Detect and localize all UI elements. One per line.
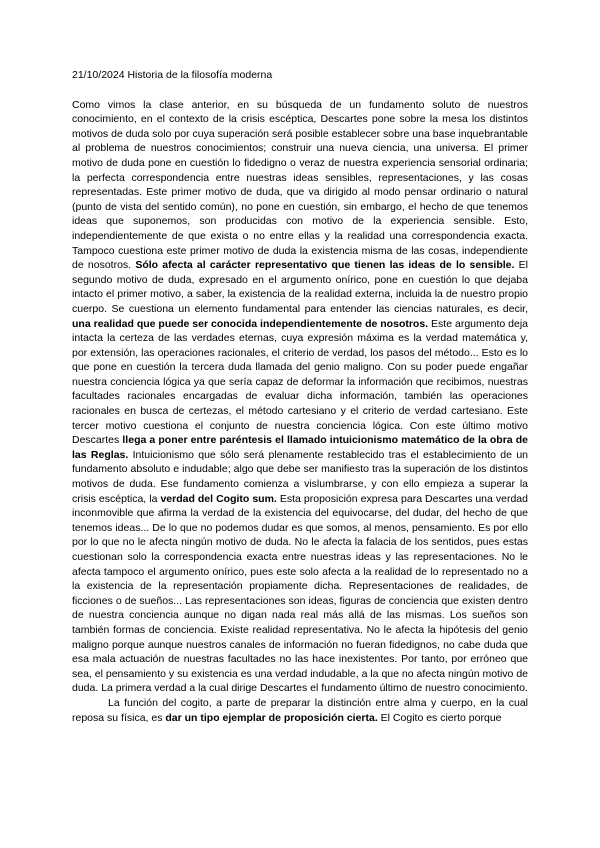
text-run: El segundo motivo de duda, expresado en el argumento onírico, pone en cuestión lo que dejaba intacto el primer motivo, a saber, la existencia de la realidad externa, incluida la de nuestro propio cuerpo. Se cuestiona un elemento fundamental para entender las ciencias naturales, es decir, [72,259,528,315]
bold-text-run: dar un tipo ejemplar de proposición cierta. [165,711,378,724]
text-run: La función del cogito, a parte de preparar la distinción entre alma y cuerpo, en la cual reposa su física, es [72,696,528,724]
text-run: Esta proposición expresa para Descartes una verdad inconmovible que afirma la verdad de la existencia del equivocarse, del dudar, del hecho de que tenemos ideas... De lo que no podemos dudar es que somos, al menos, pensamiento. Es por ello por lo que no le afecta ningún motivo de duda. No le afecta la falacia de los sentidos, pues estas cuestionan solo la correspondencia exacta entre nuestras ideas y las representaciones. No le afecta tampoco el argumento onírico, pues este solo afecta a la realidad de lo representado no a la existencia de la representación propiamente dicha. Representaciones de realidades, de ficciones o de sueños... Las representaciones son ideas, figuras de conciencia que existen dentro de nuestra conciencia aunque no digan nada real más allá de las mismas. Los sueños son también formas de conciencia. Existe realidad representativa. No le afecta la hipótesis del genio maligno porque aunque nuestros canales de información no fueran fidedignos, no cabe duda que esa mala actuación de nuestras facultades no las hace inexistentes. Por tanto, por erróneo que sea, el pensamiento y su existencia es una verdad indudable, a la que no afecta ningún motivo de duda. La primera verdad a la cual dirige Descartes el fundamento último de nuestro conocimiento. [72,492,528,695]
bold-text-run: llega a poner entre paréntesis el llamado intuicionismo matemático de la obra de las Reglas. [72,434,528,461]
text-run: Este argumento deja intacta la certeza de las verdades eternas, cuya expresión máxima es la verdad matemática y, por extensión, las operaciones racionales, el criterio de verdad, los pasos del método... Esto es lo que pone en cuestión la tercera duda llamada del genio maligno. Con su poder puede engañar nuestra conciencia lógica ya que sería capaz de deformar la información que recibimos, nuestras facultades racionales encargadas de evaluar dicha información, también las operaciones racionales en busca de certezas, el método cartesiano y el criterio de verdad cartesiano. Este tercer motivo cuestiona el conjunto de nuestra conciencia lógica. Con este último motivo Descartes [72,317,528,447]
text-run: El Cogito es cierto porque [377,711,502,724]
text-run: Como vimos la clase anterior, en su búsqueda de un fundamento soluto de nuestros conocimiento, en el contexto de la crisis escéptica, Descartes pone sobre la mesa los distintos motivos de duda solo por cuya superación será posible establecer sobre una base inquebrantable al problema de nuestros conocimientos; construir una nueva ciencia, una universa. El primer motivo de duda pone en cuestión lo fidedigno o veraz de nuestra experiencia sensorial ordinaria; la perfecta correspondencia entre nuestras ideas sensibles, representaciones, y las cosas representadas. Este primer motivo de duda, que va dirigido al modo pensar ordinario o natural (punto de vista del sentido común), no pone en cuestión, sin embargo, el hecho de que tenemos ideas que suponemos, son producidas con motivo de la experiencia sensible. Esto, independientemente de que exista o no entre ellas y la realidad una correspondencia exacta. Tampoco cuestiona este primer motivo de duda la existencia misma de las cosas, independiente de nosotros. [72,98,528,272]
bold-text-run: verdad del Cogito sum. [160,492,277,505]
body-paragraph [72,98,528,696]
document-header: 21/10/2024 Historia de la filosofía moderna [72,69,273,81]
bold-text-run: una realidad que puede ser conocida independientemente de nosotros. [72,317,429,330]
bold-text-run: Sólo afecta al carácter representativo que tienen las ideas de lo sensible. [135,259,515,272]
text-run: Intuicionismo que sólo será plenamente restablecido tras el establecimiento de un fundamento absoluto e indudable; algo que debe ser manifiesto tras la superación de los distintos motivos de duda. Ese fundamento comienza a vislumbrarse, y con ello empieza a superar la crisis escéptica, la [72,448,528,505]
closing-paragraph [72,696,528,725]
